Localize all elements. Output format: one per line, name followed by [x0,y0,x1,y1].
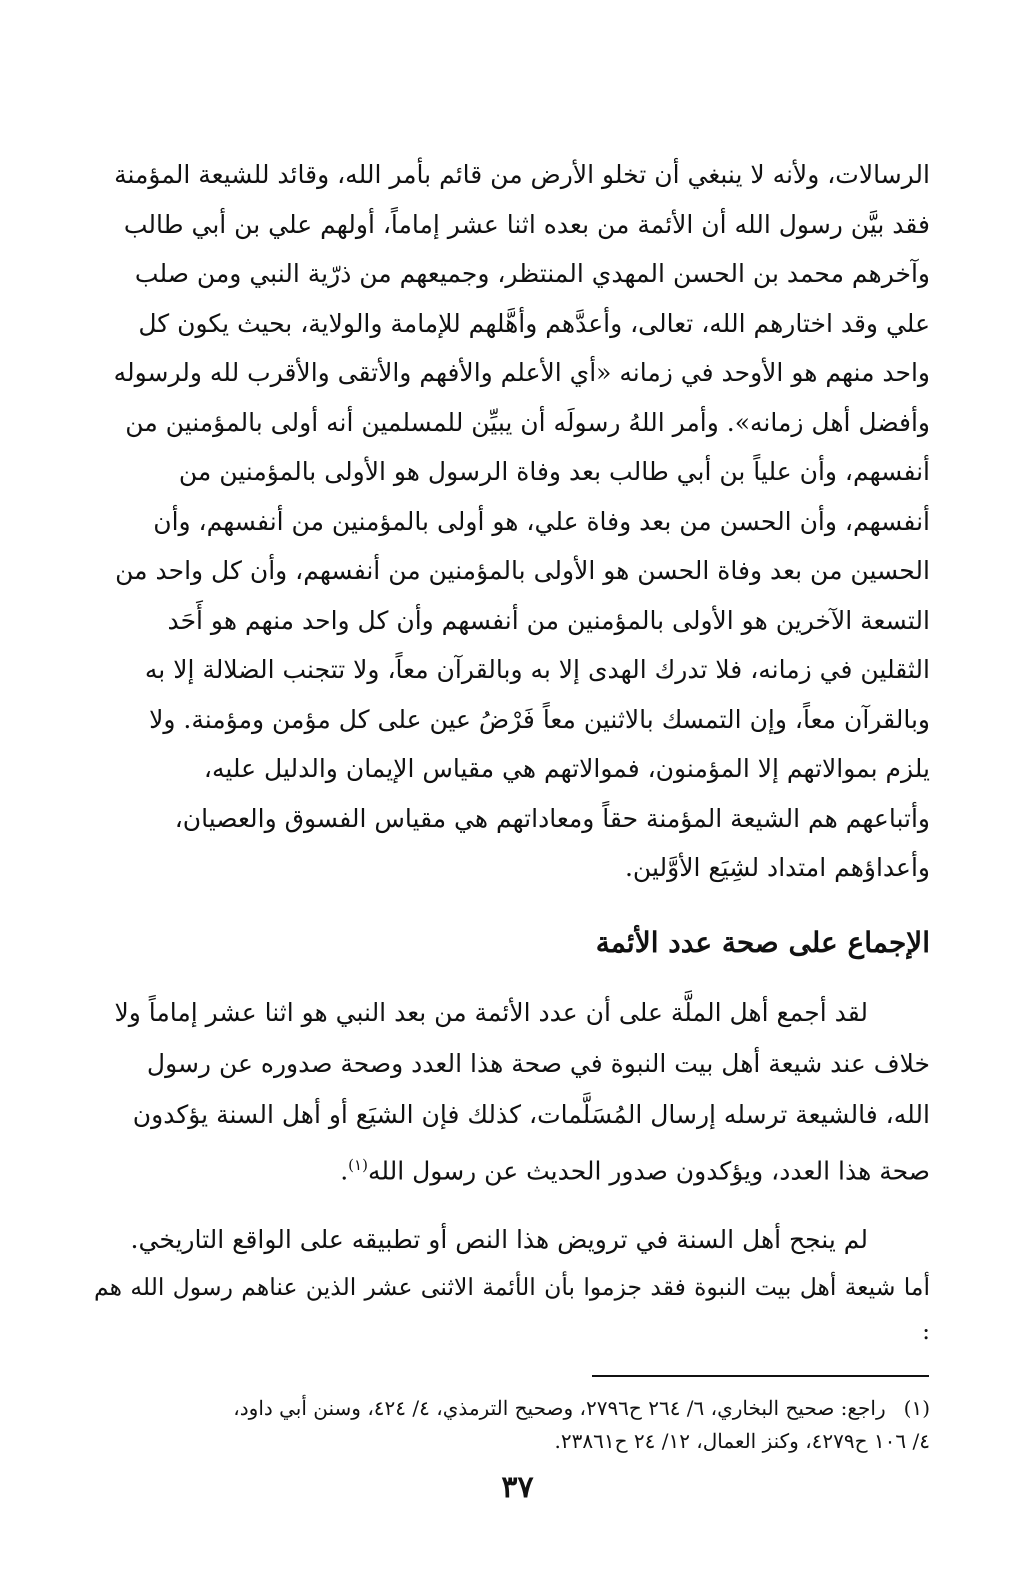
text-line: فقد بيَّن رسول الله أن الأئمة من بعده اثنا عشر إماماً، أولهم علي بن أبي طالب [123,209,930,239]
text-line: وأعداؤهم امتداد لشِيَع الأوَّلين. [624,853,930,882]
text-line: صحة هذا العدد، ويؤكدون صدور الحديث عن رسول الله [367,1155,930,1185]
text-line: يلزم بموالاتهم إلا المؤمنون، فموالاتهم هي مقياس الإيمان والدليل عليه، [203,754,930,783]
section-body [94,987,930,1353]
text-line-with-reference [94,1140,930,1196]
footnote-line: ٤/ ١٠٦ ح٤٢٧٩، وكنز العمال، ١٢/ ٢٤ ح٢٣٨٦١. [554,1429,930,1453]
text-line: وآخرهم محمد بن الحسن المهدي المنتظر، وجميعهم من ذرّية النبي ومن صلب [134,259,930,288]
page-number: ٣٧ [501,1470,534,1505]
sentence-end: . [340,1155,349,1185]
text-line: أنفسهم، وأن الحسن من بعد وفاة علي، هو أولى بالمؤمنين من أنفسهم، وأن [153,506,930,536]
text-line: الثقلين في زمانه، فلا تدرك الهدى إلا به وبالقرآن معاً، ولا تتجنب الضلالة إلا به [144,655,930,684]
text-line: خلاف عند شيعة أهل بيت النبوة في صحة هذا العدد وصحة صدوره عن رسول [146,1048,930,1078]
footnote-marker: (١) [903,1396,930,1420]
text-line: الحسين من بعد وفاة الحسن هو الأولى بالمؤمنين من أنفسهم، وأن كل واحد من [115,556,930,585]
footnote-line [94,1392,930,1425]
text-line: لقد أجمع أهل الملَّة على أن عدد الأئمة من بعد النبي هو اثنا عشر إماماً ولا [114,997,868,1027]
text-line: واحد منهم هو الأوحد في زمانه «أي الأعلم والأفهم والأتقى والأقرب لله ولرسوله [113,358,930,387]
text-line: لم ينجح أهل السنة في ترويض هذا النص أو تطبيقه على الواقع التاريخي. [130,1224,868,1254]
footnotes [94,1392,930,1458]
text-line: أنفسهم، وأن علياً بن أبي طالب بعد وفاة الرسول هو الأولى بالمؤمنين من [178,457,930,486]
text-line: وأفضل أهل زمانه». وأمر اللهُ رسولَه أن يبيِّن للمسلمين أنه أولى بالمؤمنين من [125,407,930,437]
text-line: وأتباعهم هم الشيعة المؤمنة حقاً ومعاداتهم هي مقياس الفسوق والعصيان، [174,803,930,833]
text-line: الرسالات، ولأنه لا ينبغي أن تخلو الأرض من قائم بأمر الله، وقائد للشيعة المؤمنة [114,160,930,189]
text-line: التسعة الآخرين هو الأولى بالمؤمنين من أنفسهم وأن كل واحد منهم هو أَحَد [167,605,930,635]
footnote-reference[interactable]: (١) [348,1155,368,1174]
section-heading: الإجماع على صحة عدد الأئمة [595,925,930,959]
text-line: أما شيعة أهل بيت النبوة فقد جزموا بأن الأئمة الاثنى عشر الذين عناهم رسول الله هم : [94,1272,930,1345]
text-line: الله، فالشيعة ترسله إرسال المُسَلَّمات، كذلك فإن الشيَع أو أهل السنة يؤكدون [132,1099,930,1129]
text-line: وبالقرآن معاً، وإن التمسك بالاثنين معاً فَرْضُ عين على كل مؤمن ومؤمنة. ولا [149,704,930,734]
text-line: علي وقد اختارهم الله، تعالى، وأعدَّهم وأهَّلهم للإمامة والولاية، بحيث يكون كل [138,308,930,338]
footnote-divider [592,1375,929,1377]
footnote-text: راجع: صحيح البخاري، ٦/ ٢٦٤ ح٢٧٩٦، وصحيح الترمذي، ٤/ ٤٢٤، وسنن أبي داود، [233,1396,886,1420]
page-content [94,150,930,1353]
opening-paragraph [94,150,930,893]
